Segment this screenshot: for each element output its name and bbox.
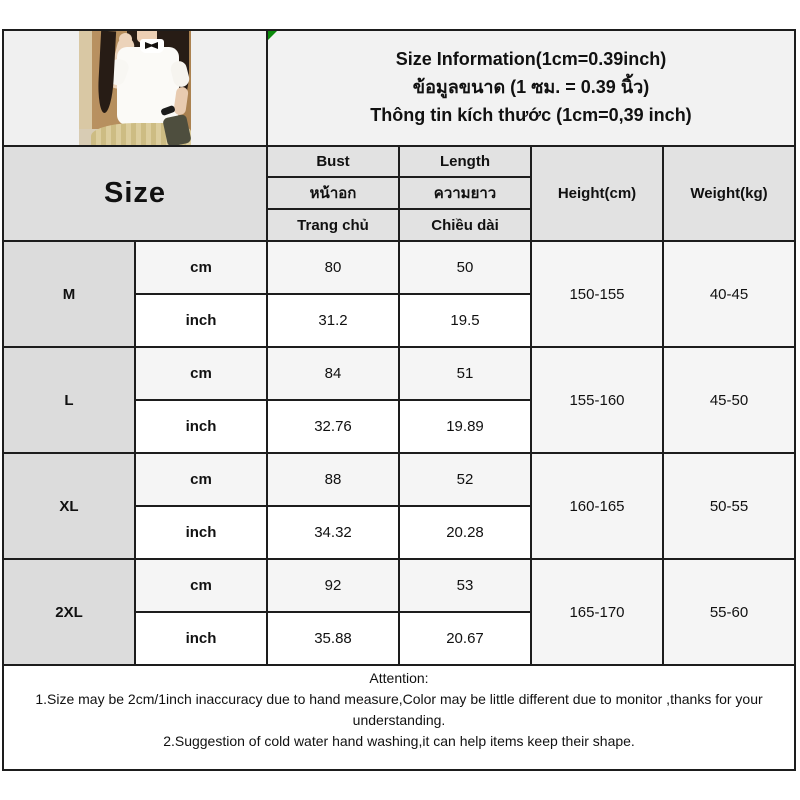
size-label-L: L bbox=[3, 347, 135, 453]
length-inch-value: 20.28 bbox=[399, 506, 531, 559]
size-label-XL: XL bbox=[3, 453, 135, 559]
unit-label-cm: cm bbox=[135, 347, 267, 400]
bust-cm-value: 92 bbox=[267, 559, 399, 612]
size-rows-body bbox=[3, 241, 795, 665]
unit-label-inch: inch bbox=[135, 400, 267, 453]
attention-cell bbox=[3, 665, 795, 770]
title-line-en: Size Information(1cm=0.39inch) bbox=[395, 49, 667, 70]
length-cm-value: 50 bbox=[399, 241, 531, 294]
bust-inch-value: 32.76 bbox=[267, 400, 399, 453]
attention-title: Attention: bbox=[369, 670, 429, 686]
title-line-th: ข้อมูลขนาด (1 ซม. = 0.39 นิ้ว) bbox=[412, 77, 650, 98]
bust-inch-value: 34.32 bbox=[267, 506, 399, 559]
attention-note-2: 2.Suggestion of cold water hand washing,it can help items keep their shape. bbox=[163, 733, 635, 749]
unit-label-inch: inch bbox=[135, 294, 267, 347]
model-left-arm bbox=[173, 86, 189, 115]
height-range: 150-155 bbox=[531, 241, 663, 347]
bust-header-th: หน้าอก bbox=[267, 177, 399, 209]
weight-range: 45-50 bbox=[663, 347, 795, 453]
bust-cm-value: 88 bbox=[267, 453, 399, 506]
attention-note-1: 1.Size may be 2cm/1inch inaccuracy due to hand measure,Color may be little different due to monitor ,thanks for your understanding. bbox=[35, 691, 763, 728]
bust-cm-value: 80 bbox=[267, 241, 399, 294]
unit-label-inch: inch bbox=[135, 506, 267, 559]
unit-label-cm: cm bbox=[135, 559, 267, 612]
length-header-en: Length bbox=[399, 146, 531, 177]
product-photo-cell bbox=[3, 30, 267, 146]
length-header-vi: Chiều dài bbox=[399, 209, 531, 241]
model-hair-left bbox=[97, 31, 116, 113]
weight-range: 50-55 bbox=[663, 453, 795, 559]
size-table bbox=[2, 29, 796, 771]
length-cm-value: 53 bbox=[399, 559, 531, 612]
size-label-2XL: 2XL bbox=[3, 559, 135, 665]
weight-header: Weight(kg) bbox=[663, 146, 795, 241]
length-header-th: ความยาว bbox=[399, 177, 531, 209]
height-range: 155-160 bbox=[531, 347, 663, 453]
clutch-bag bbox=[162, 114, 191, 145]
green-corner-marker bbox=[268, 31, 277, 40]
bust-header-vi: Trang chủ bbox=[267, 209, 399, 241]
length-cm-value: 51 bbox=[399, 347, 531, 400]
title-line-vi: Thông tin kích thước (1cm=0,39 inch) bbox=[370, 104, 692, 125]
height-range: 165-170 bbox=[531, 559, 663, 665]
size-column-header: Size bbox=[3, 146, 267, 241]
size-label-M: M bbox=[3, 241, 135, 347]
bust-inch-value: 31.2 bbox=[267, 294, 399, 347]
bust-header-en: Bust bbox=[267, 146, 399, 177]
model-hand bbox=[119, 33, 132, 45]
height-range: 160-165 bbox=[531, 453, 663, 559]
length-inch-value: 20.67 bbox=[399, 612, 531, 665]
size-chart-sheet bbox=[2, 29, 796, 771]
length-inch-value: 19.5 bbox=[399, 294, 531, 347]
unit-label-inch: inch bbox=[135, 612, 267, 665]
weight-range: 55-60 bbox=[663, 559, 795, 665]
bust-cm-value: 84 bbox=[267, 347, 399, 400]
product-photo bbox=[79, 31, 191, 145]
height-header: Height(cm) bbox=[531, 146, 663, 241]
bust-inch-value: 35.88 bbox=[267, 612, 399, 665]
weight-range: 40-45 bbox=[663, 241, 795, 347]
length-inch-value: 19.89 bbox=[399, 400, 531, 453]
unit-label-cm: cm bbox=[135, 241, 267, 294]
title-cell bbox=[267, 30, 795, 146]
unit-label-cm: cm bbox=[135, 453, 267, 506]
length-cm-value: 52 bbox=[399, 453, 531, 506]
